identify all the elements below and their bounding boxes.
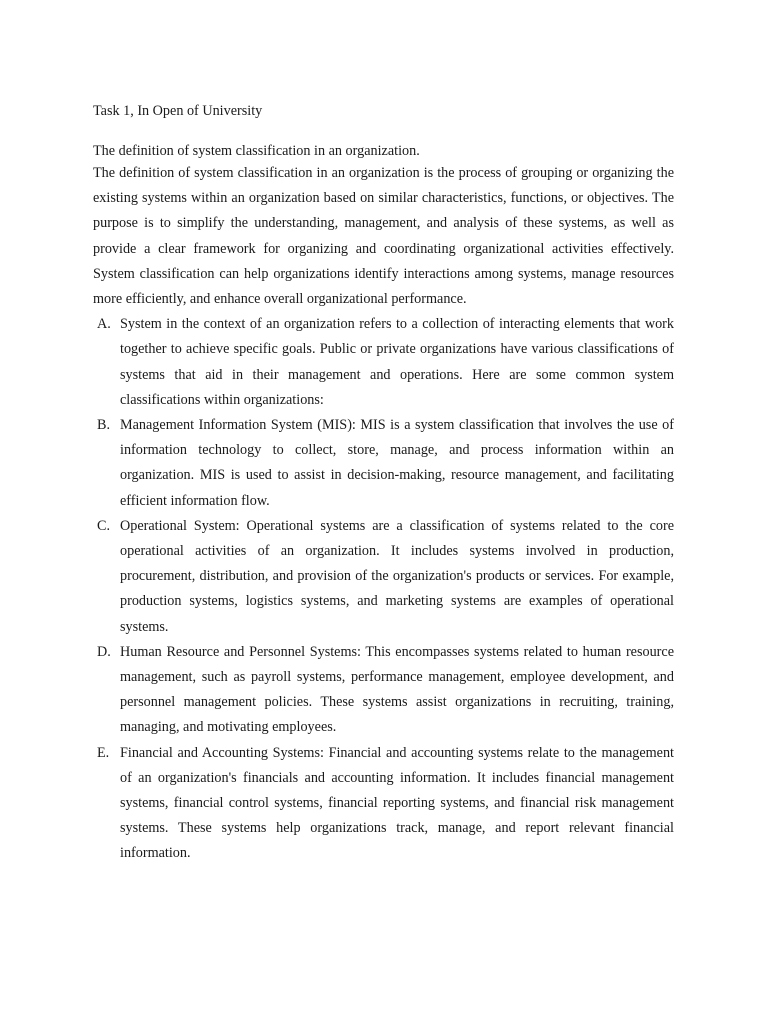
list-item-e [93,741,674,867]
document-heading: Task 1, In Open of University [93,103,263,119]
list-item-text: Human Resource and Personnel Systems: This encompasses systems related to human resource management, such as payroll systems, performance management, employee development, and personnel management policies. These systems assist organizations in recruiting, training, managing, and motivating employees. [120,643,674,736]
list-marker: C. [97,517,111,534]
list-marker: D. [97,643,111,660]
intro-paragraph: The definition of system classification in an organization is the process of grouping or organizing the existing systems within an organization based on similar characteristics, functions, or objectives. The purpose is to simplify the understanding, management, and analysis of these systems, as well as provide a clear framework for organizing and coordinating organizational activities effectively. System classification can help organizations identify interactions among systems, manage resources more efficiently, and enhance overall organizational performance. [93,165,674,308]
list-item-text: Operational System: Operational systems are a classification of systems related to the core operational activities of an organization. It includes systems involved in production, procurement, distribution, and provision of the organization's products or services. For example, production systems, logistics systems, and marketing systems are examples of operational systems. [120,517,674,635]
list-item-b [93,413,674,514]
list-item-d [93,640,674,741]
list-item-text: Financial and Accounting Systems: Financial and accounting systems relate to the management of an organization's financials and accounting information. It includes financial management systems, financial control systems, financial reporting systems, and financial risk management systems. These systems help organizations track, manage, and report relevant financial information. [120,744,674,862]
list-marker: E. [97,744,110,761]
section-subtitle: The definition of system classification in an organization. [93,143,420,159]
list-item-text: Management Information System (MIS): MIS is a system classification that involves the use of information technology to collect, store, manage, and process information within an organization. MIS is used to assist in decision-making, resource management, and facilitating efficient information flow. [120,417,674,509]
list-item-text: System in the context of an organization refers to a collection of interacting elements that work together to achieve specific goals. Public or private organizations have various classifications of systems that aid in their management and operations. Here are some common system classifications within organizations: [120,316,674,408]
document-body [93,141,674,867]
list-item-a [93,312,674,413]
classification-list [93,312,674,866]
list-marker: B. [97,417,111,434]
list-marker: A. [97,316,111,333]
list-item-c [93,514,674,640]
